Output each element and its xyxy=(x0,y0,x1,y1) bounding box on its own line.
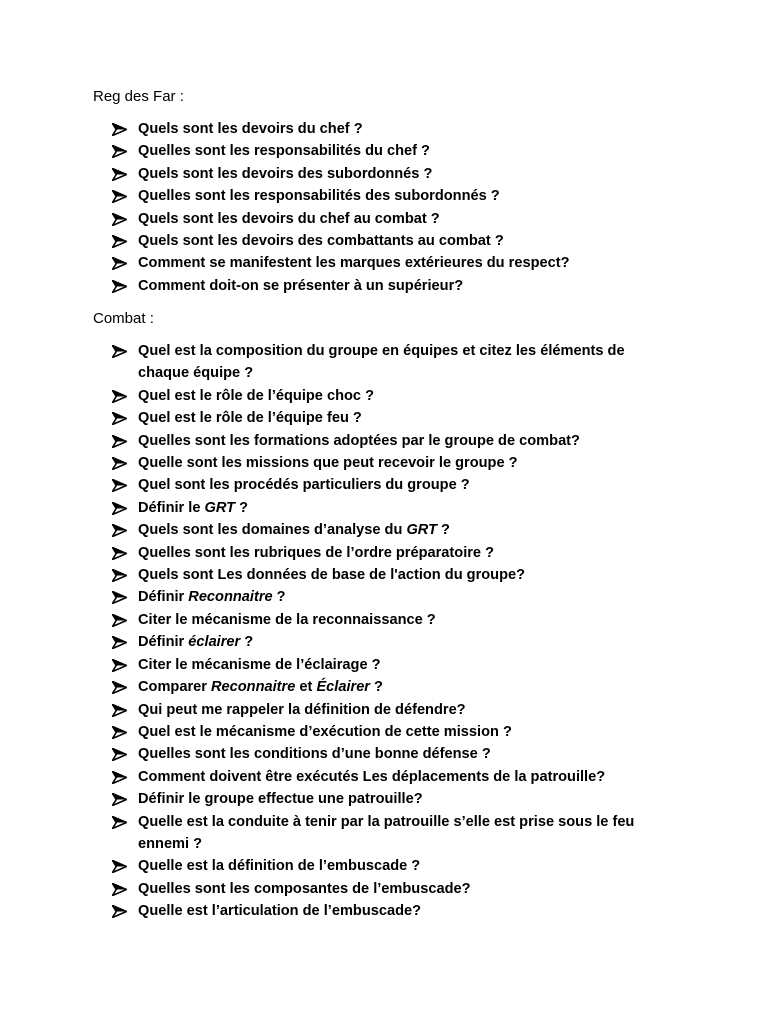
arrowhead-bullet-icon xyxy=(112,479,127,492)
question-item xyxy=(112,430,674,452)
question-text: Citer le mécanisme de la reconnaissance ? xyxy=(138,611,436,628)
question-text: Quel est la composition du groupe en équipes et citez les éléments de chaque équipe ? xyxy=(138,343,625,382)
question-italic-term: Reconnaitre xyxy=(211,679,296,696)
question-item xyxy=(112,208,570,230)
question-text: Quelles sont les formations adoptées par le groupe de combat? xyxy=(138,432,580,449)
question-item xyxy=(112,407,674,429)
question-item xyxy=(112,609,674,631)
question-item xyxy=(112,676,674,698)
question-text: et xyxy=(295,679,317,696)
arrowhead-bullet-icon xyxy=(112,457,127,470)
question-text: Quelles sont les rubriques de l’ordre préparatoire ? xyxy=(138,544,495,561)
arrowhead-bullet-icon xyxy=(112,816,127,829)
arrowhead-bullet-icon xyxy=(112,614,127,627)
question-text: Quels sont les devoirs des combattants au combat ? xyxy=(138,233,504,250)
arrowhead-bullet-icon xyxy=(112,412,127,425)
question-text: ? xyxy=(240,634,254,651)
question-item xyxy=(112,855,674,877)
question-item xyxy=(112,230,570,252)
arrowhead-bullet-icon xyxy=(112,793,127,806)
question-list-reg-des-far xyxy=(112,118,570,297)
question-text: ? xyxy=(370,679,383,696)
arrowhead-bullet-icon xyxy=(112,704,127,717)
section-heading-reg-des-far: Reg des Far : xyxy=(93,88,184,105)
arrowhead-bullet-icon xyxy=(112,235,127,248)
question-item xyxy=(112,474,674,496)
question-text: Quels sont Les données de base de l'action du groupe? xyxy=(138,567,526,584)
question-item xyxy=(112,564,674,586)
question-item xyxy=(112,743,674,765)
arrowhead-bullet-icon xyxy=(112,435,127,448)
question-item xyxy=(112,788,674,810)
question-item xyxy=(112,252,570,274)
arrowhead-bullet-icon xyxy=(112,659,127,672)
question-text: Quelle est la définition de l’embuscade ? xyxy=(138,858,421,875)
question-text: Quelle est l’articulation de l’embuscade? xyxy=(138,903,422,920)
question-item xyxy=(112,586,674,608)
question-text: Quelles sont les responsabilités des subordonnés ? xyxy=(138,188,500,205)
question-item xyxy=(112,699,674,721)
arrowhead-bullet-icon xyxy=(112,168,127,181)
arrowhead-bullet-icon xyxy=(112,123,127,136)
arrowhead-bullet-icon xyxy=(112,280,127,293)
question-text: Quelle est la conduite à tenir par la patrouille s’elle est prise sous le feu ennemi ? xyxy=(138,813,635,852)
arrowhead-bullet-icon xyxy=(112,547,127,560)
arrowhead-bullet-icon xyxy=(112,145,127,158)
question-text: Quel est le mécanisme d’exécution de cette mission ? xyxy=(138,723,512,740)
question-item xyxy=(112,519,674,541)
arrowhead-bullet-icon xyxy=(112,748,127,761)
question-italic-term: Éclairer xyxy=(316,679,370,696)
arrowhead-bullet-icon xyxy=(112,213,127,226)
arrowhead-bullet-icon xyxy=(112,190,127,203)
arrowhead-bullet-icon xyxy=(112,883,127,896)
arrowhead-bullet-icon xyxy=(112,390,127,403)
question-item xyxy=(112,118,570,140)
question-item xyxy=(112,497,674,519)
question-item xyxy=(112,275,570,297)
question-italic-term: GRT xyxy=(406,522,437,539)
question-item xyxy=(112,542,674,564)
question-text: Définir le xyxy=(138,499,205,516)
question-text: Comparer xyxy=(138,679,211,696)
question-text: Quels sont les devoirs des subordonnés ? xyxy=(138,165,433,182)
question-item xyxy=(112,766,674,788)
section-heading-combat: Combat : xyxy=(93,310,154,327)
question-text: Définir le groupe effectue une patrouille? xyxy=(138,791,423,808)
question-text: Comment doit-on se présenter à un supérieur? xyxy=(138,277,464,294)
question-text: Quel est le rôle de l’équipe feu ? xyxy=(138,410,362,427)
question-text: Comment se manifestent les marques extérieures du respect? xyxy=(138,255,570,272)
question-item xyxy=(112,163,570,185)
question-item xyxy=(112,900,674,922)
question-text: ? xyxy=(272,589,286,606)
arrowhead-bullet-icon xyxy=(112,345,127,358)
question-item xyxy=(112,654,674,676)
arrowhead-bullet-icon xyxy=(112,636,127,649)
question-text: Quelles sont les responsabilités du chef ? xyxy=(138,143,430,160)
arrowhead-bullet-icon xyxy=(112,524,127,537)
arrowhead-bullet-icon xyxy=(112,771,127,784)
question-list-combat xyxy=(112,340,674,923)
question-text: Définir xyxy=(138,589,189,606)
question-item xyxy=(112,878,674,900)
arrowhead-bullet-icon xyxy=(112,905,127,918)
question-item xyxy=(112,140,570,162)
question-italic-term: GRT xyxy=(204,499,236,516)
question-text: Définir xyxy=(138,634,189,651)
question-item xyxy=(112,340,674,385)
question-text: Quel est le rôle de l’équipe choc ? xyxy=(138,387,374,404)
question-text: Quelle sont les missions que peut recevoir le groupe ? xyxy=(138,455,518,472)
question-text: Citer le mécanisme de l’éclairage ? xyxy=(138,656,381,673)
question-text: Quel sont les procédés particuliers du groupe ? xyxy=(138,477,470,494)
question-text: ? xyxy=(437,522,450,539)
question-text: Qui peut me rappeler la définition de défendre? xyxy=(138,701,466,718)
arrowhead-bullet-icon xyxy=(112,591,127,604)
question-text: Quels sont les domaines d’analyse du xyxy=(138,522,407,539)
question-text: ? xyxy=(235,499,249,516)
question-item xyxy=(112,631,674,653)
question-item xyxy=(112,811,674,856)
question-item xyxy=(112,452,674,474)
arrowhead-bullet-icon xyxy=(112,681,127,694)
arrowhead-bullet-icon xyxy=(112,502,127,515)
arrowhead-bullet-icon xyxy=(112,569,127,582)
question-italic-term: Reconnaitre xyxy=(188,589,273,606)
question-item xyxy=(112,185,570,207)
question-item xyxy=(112,385,674,407)
arrowhead-bullet-icon xyxy=(112,726,127,739)
question-text: Quelles sont les composantes de l’embuscade? xyxy=(138,880,471,897)
arrowhead-bullet-icon xyxy=(112,257,127,270)
question-item xyxy=(112,721,674,743)
question-text: Quels sont les devoirs du chef au combat ? xyxy=(138,210,440,227)
arrowhead-bullet-icon xyxy=(112,860,127,873)
question-text: Quelles sont les conditions d’une bonne défense ? xyxy=(138,746,491,763)
question-text: Quels sont les devoirs du chef ? xyxy=(138,121,363,137)
question-italic-term: éclairer xyxy=(188,634,241,651)
question-text: Comment doivent être exécutés Les déplacements de la patrouille? xyxy=(138,768,606,785)
